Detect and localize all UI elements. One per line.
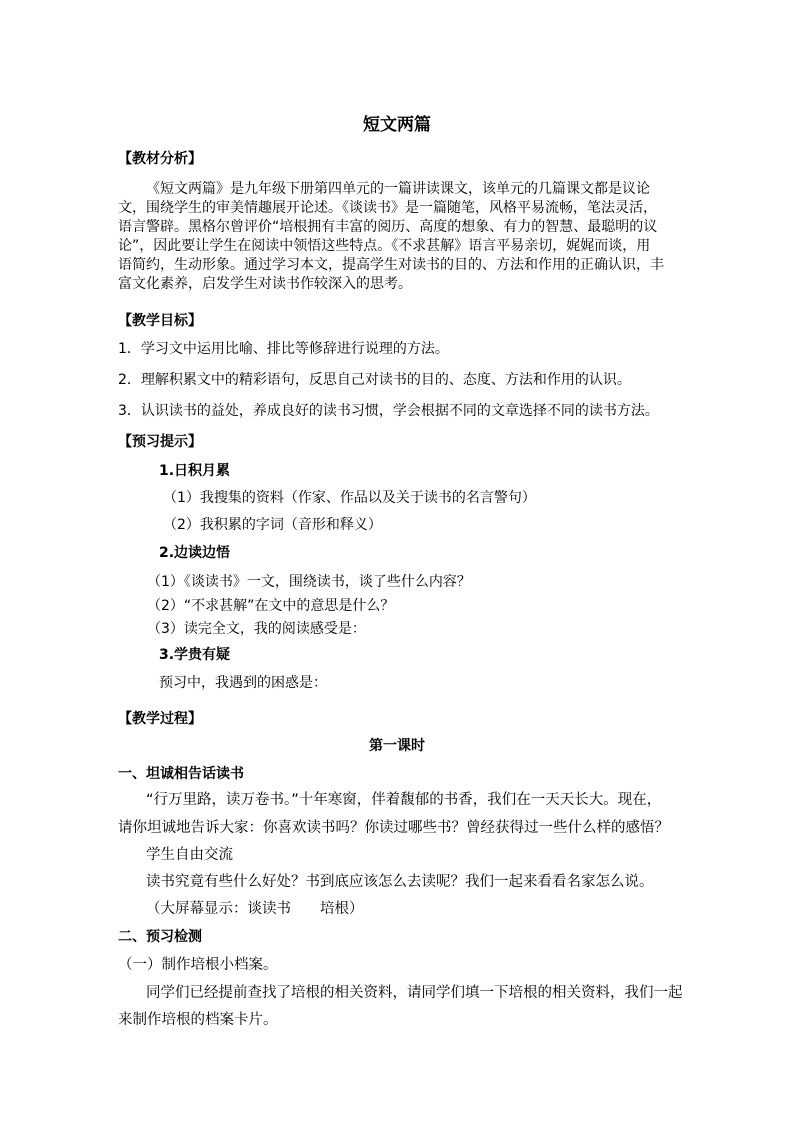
process-line: 同学们已经提前查找了培根的相关资料，请同学们填一下培根的相关资料，我们一起: [146, 985, 683, 1001]
analysis-line: 文，围绕学生的审美情趣展开论述。《谈读书》是一篇随笔，风格平易流畅，笔法灵活，: [118, 200, 657, 216]
analysis-line: 富文化素养，启发学生对读书作较深入的思考。: [118, 276, 412, 292]
document-title: 短文两篇: [363, 115, 431, 135]
analysis-line: 《短文两篇》是九年级下册第四单元的一篇讲读课文，该单元的几篇课文都是议论: [146, 181, 650, 197]
section-heading-analysis: 【教材分析】: [118, 151, 202, 167]
analysis-line: 语简约，生动形象。通过学习本文，提高学生对读书的目的、方法和作用的正确认识，丰: [118, 257, 664, 273]
preview-item: 预习中，我遇到的困惑是：: [159, 675, 327, 691]
goal-item: 2．理解积累文中的精彩语句，反思自己对读书的目的、态度、方法和作用的认识。: [118, 372, 631, 388]
analysis-line: 论”，因此要让学生在阅读中领悟这些特点。《不求甚解》语言平易亲切，娓娓而谈，用: [118, 238, 651, 254]
preview-item: （2）我积累的字词（音形和释义）: [163, 517, 382, 533]
lesson-heading: 第一课时: [369, 738, 425, 754]
section-heading-goals: 【教学目标】: [118, 313, 202, 329]
process-line: 学生自由交流: [146, 847, 233, 863]
process-line: 请你坦诚地告诉大家：你喜欢读书吗？你读过哪些书？曾经获得过一些什么样的感悟？: [118, 820, 669, 836]
preview-item: （1）我搜集的资料（作家、作品以及关于读书的名言警句）: [163, 490, 536, 506]
process-sub-heading: （一）制作培根小档案。: [118, 957, 278, 973]
process-line: 来制作培根的档案卡片。: [118, 1012, 278, 1028]
preview-item: （1）《谈读书》一文，围绕读书，谈了些什么内容？: [147, 574, 471, 590]
part-heading: 一、坦诚相告话读书: [118, 766, 244, 782]
section-heading-process: 【教学过程】: [118, 711, 202, 727]
preview-sub-heading: 3.学贵有疑: [159, 647, 231, 663]
preview-item: （2）“不求甚解”在文中的意思是什么？: [147, 598, 395, 614]
analysis-line: 语言警辟。黑格尔曾评价“培根拥有丰富的阅历、高度的想象、有力的智慧、最聪明的议: [118, 219, 658, 235]
goal-item: 3．认识读书的益处，养成良好的读书习惯，学会根据不同的文章选择不同的读书方法。: [118, 403, 659, 419]
process-line: “行万里路，读万卷书。”十年寒窗，伴着馥郁的书香，我们在一天天长大。现在，: [146, 792, 662, 808]
process-line: （大屏幕显示：谈读书 培根）: [146, 901, 364, 917]
preview-sub-heading: 1.日积月累: [159, 463, 231, 479]
process-line: 读书究竟有些什么好处？书到底应该怎么去读呢？我们一起来看看名家怎么说。: [146, 874, 654, 890]
preview-item: （3）读完全文，我的阅读感受是：: [147, 621, 366, 637]
section-heading-preview: 【预习提示】: [118, 434, 202, 450]
preview-sub-heading: 2.边读边悟: [159, 545, 231, 561]
goal-item: 1．学习文中运用比喻、排比等修辞进行说理的方法。: [118, 341, 449, 357]
part-heading: 二、预习检测: [118, 929, 202, 945]
